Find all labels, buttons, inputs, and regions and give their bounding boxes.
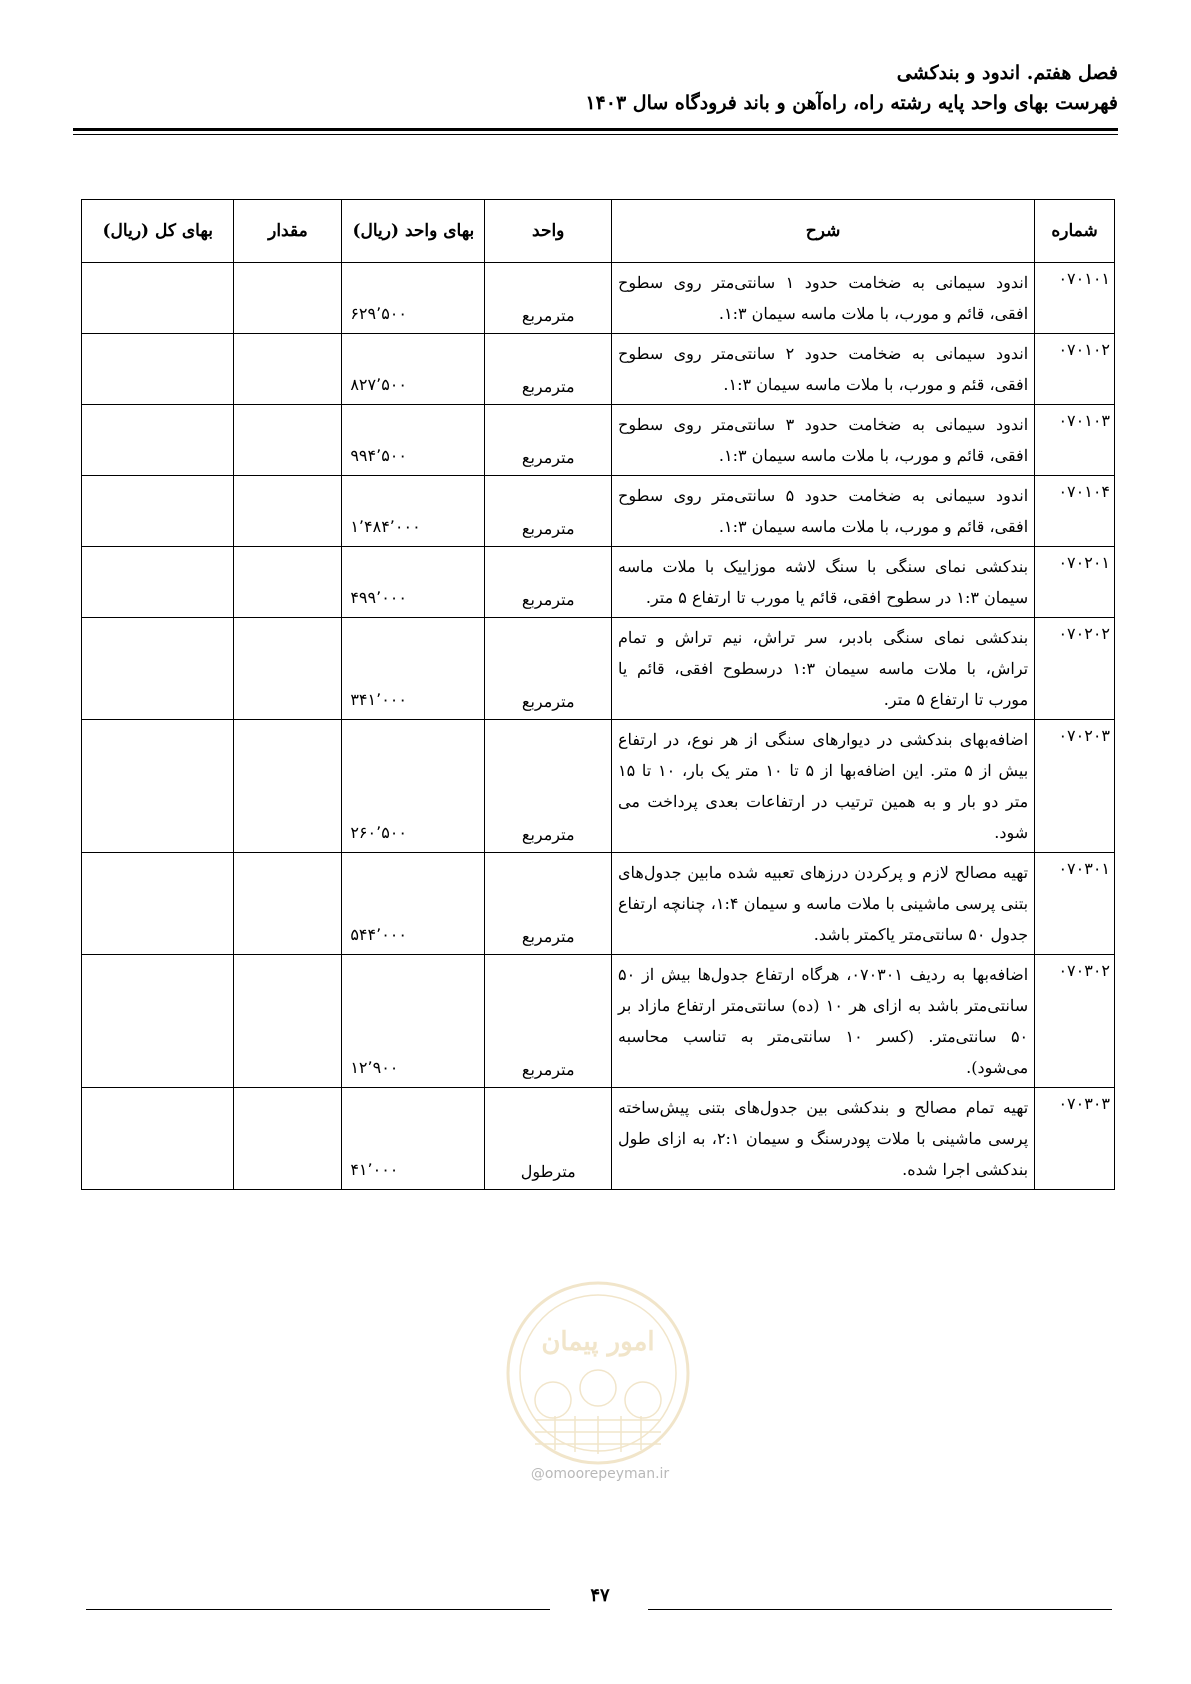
row-unit: مترمربع: [485, 476, 612, 547]
row-description: اندود سیمانی به ضخامت حدود ۵ سانتی‌متر روی سطوح افقی، قائم و مورب، با ملات ماسه سیمان ۱:۳.: [611, 476, 1034, 547]
row-description: بندکشی نمای سنگی با سنگ لاشه موزاییک با ملات ماسه سیمان ۱:۳ در سطوح افقی، قائم یا مورب تا ارتفاع ۵ متر.: [611, 547, 1034, 618]
table-row: [82, 1088, 1115, 1190]
row-unit: مترمربع: [485, 955, 612, 1088]
row-code: ۰۷۰۱۰۲: [1035, 334, 1115, 405]
row-total: [82, 853, 234, 955]
footer-rule-right: [648, 1609, 1112, 1610]
row-unit: مترمربع: [485, 334, 612, 405]
row-description: تهیه مصالح لازم و پرکردن درزهای تعبیه شده مابین جدول‌های بتنی پرسی ماشینی با ملات ماسه و سیمان ۱:۴، چنانچه ارتفاع جدول ۵۰ سانتی‌متر یاکمتر باشد.: [611, 853, 1034, 955]
row-code: ۰۷۰۳۰۳: [1035, 1088, 1115, 1190]
row-total: [82, 405, 234, 476]
row-unit: مترمربع: [485, 618, 612, 720]
table-row: [82, 853, 1115, 955]
row-code: ۰۷۰۲۰۲: [1035, 618, 1115, 720]
row-code: ۰۷۰۳۰۱: [1035, 853, 1115, 955]
row-code: ۰۷۰۲۰۳: [1035, 720, 1115, 853]
header-total-price: بهای کل (ریال): [82, 200, 234, 263]
row-description: اندود سیمانی به ضخامت حدود ۲ سانتی‌متر روی سطوح افقی، قئم و مورب، با ملات ماسه سیمان ۱:۳.: [611, 334, 1034, 405]
page-number: ۴۷: [590, 1585, 610, 1606]
row-unit: مترمربع: [485, 720, 612, 853]
row-total: [82, 334, 234, 405]
row-total: [82, 955, 234, 1088]
row-quantity: [234, 853, 342, 955]
row-unit-price: ۴۹۹٬۰۰۰: [342, 547, 485, 618]
row-unit: مترمربع: [485, 263, 612, 334]
header-description: شرح: [611, 200, 1034, 263]
table-row: [82, 720, 1115, 853]
row-unit: مترطول: [485, 1088, 612, 1190]
table-row: [82, 405, 1115, 476]
row-code: ۰۷۰۲۰۱: [1035, 547, 1115, 618]
table-header-row: [82, 200, 1115, 263]
header-unit: واحد: [485, 200, 612, 263]
row-description: اندود سیمانی به ضخامت حدود ۳ سانتی‌متر روی سطوح افقی، قائم و مورب، با ملات ماسه سیمان ۱:۳.: [611, 405, 1034, 476]
row-code: ۰۷۰۱۰۱: [1035, 263, 1115, 334]
row-unit: مترمربع: [485, 853, 612, 955]
header-rule-thin: [73, 134, 1118, 135]
row-quantity: [234, 1088, 342, 1190]
row-unit-price: ۸۲۷٬۵۰۰: [342, 334, 485, 405]
row-quantity: [234, 720, 342, 853]
row-total: [82, 720, 234, 853]
table-row: [82, 334, 1115, 405]
row-code: ۰۷۰۱۰۳: [1035, 405, 1115, 476]
row-total: [82, 263, 234, 334]
row-unit-price: ۱۲٬۹۰۰: [342, 955, 485, 1088]
row-description: تهیه تمام مصالح و بندکشی بین جدول‌های بتنی پیش‌ساخته پرسی ماشینی با ملات پودرسنگ و سیمان ۲:۱، به ازای طول بندکشی اجرا شده.: [611, 1088, 1034, 1190]
row-quantity: [234, 547, 342, 618]
document-subtitle: فهرست بهای واحد پایه رشته راه، راه‌آهن و باند فرودگاه سال ۱۴۰۳: [585, 92, 1118, 114]
watermark-logo: [505, 1280, 691, 1466]
row-quantity: [234, 618, 342, 720]
row-quantity: [234, 476, 342, 547]
row-description: اضافه‌بهای بندکشی در دیوارهای سنگی از هر نوع، در ارتفاع بیش از ۵ متر. این اضافه‌بها از ۵ تا ۱۰ متر یک بار، ۱۰ تا ۱۵ متر دو بار و به همین ترتیب در ارتفاعات بعدی پرداخت می شود.: [611, 720, 1034, 853]
watermark-logo-text: امور پیمان: [541, 1327, 655, 1357]
row-description: اندود سیمانی به ضخامت حدود ۱ سانتی‌متر روی سطوح افقی، قائم و مورب، با ملات ماسه سیمان ۱:۳.: [611, 263, 1034, 334]
price-table: [81, 199, 1115, 1190]
table-row: [82, 618, 1115, 720]
row-unit-price: ۳۴۱٬۰۰۰: [342, 618, 485, 720]
row-unit-price: ۵۴۴٬۰۰۰: [342, 853, 485, 955]
page-header: [73, 58, 1118, 118]
row-total: [82, 618, 234, 720]
header-quantity: مقدار: [234, 200, 342, 263]
watermark-site: @omoorepeyman.ir: [530, 1466, 670, 1482]
row-total: [82, 1088, 234, 1190]
row-total: [82, 547, 234, 618]
table-row: [82, 547, 1115, 618]
row-quantity: [234, 405, 342, 476]
row-unit: مترمربع: [485, 547, 612, 618]
row-unit: مترمربع: [485, 405, 612, 476]
table-row: [82, 263, 1115, 334]
row-total: [82, 476, 234, 547]
row-unit-price: ۶۲۹٬۵۰۰: [342, 263, 485, 334]
row-quantity: [234, 955, 342, 1088]
row-unit-price: ۴۱٬۰۰۰: [342, 1088, 485, 1190]
row-code: ۰۷۰۱۰۴: [1035, 476, 1115, 547]
row-unit-price: ۲۶۰٬۵۰۰: [342, 720, 485, 853]
row-code: ۰۷۰۳۰۲: [1035, 955, 1115, 1088]
header-unit-price: بهای واحد (ریال): [342, 200, 485, 263]
table-row: [82, 476, 1115, 547]
row-quantity: [234, 334, 342, 405]
row-quantity: [234, 263, 342, 334]
row-description: اضافه‌بها به ردیف ۰۷۰۳۰۱، هرگاه ارتفاع جدول‌ها بیش از ۵۰ سانتی‌متر باشد به ازای هر ۱۰ (ده) سانتی‌متر ارتفاع مازاد بر ۵۰ سانتی‌متر. (کسر ۱۰ سانتی‌متر به تناسب محاسبه می‌شود).: [611, 955, 1034, 1088]
chapter-title: فصل هفتم. اندود و بندکشی: [896, 62, 1118, 84]
row-unit-price: ۹۹۴٬۵۰۰: [342, 405, 485, 476]
header-rule-thick: [73, 128, 1118, 131]
row-description: بندکشی نمای سنگی بادبر، سر تراش، نیم تراش و تمام تراش، با ملات ماسه سیمان ۱:۳ درسطوح افقی، قائم یا مورب تا ارتفاع ۵ متر.: [611, 618, 1034, 720]
footer-rule-left: [86, 1609, 550, 1610]
table-row: [82, 955, 1115, 1088]
row-unit-price: ۱٬۴۸۴٬۰۰۰: [342, 476, 485, 547]
header-code: شماره: [1035, 200, 1115, 263]
